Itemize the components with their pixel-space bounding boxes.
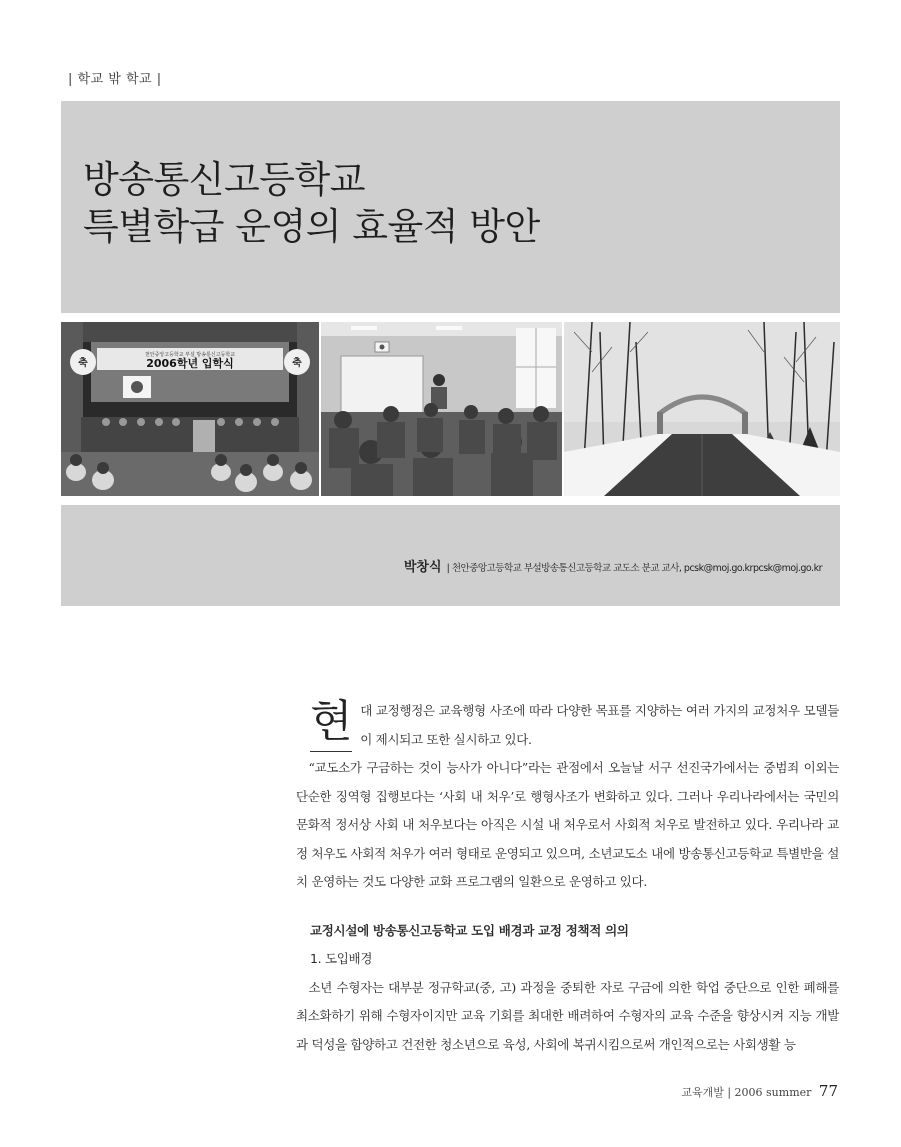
paragraph-3: 소년 수형자는 대부분 정규학교(중, 고) 과정을 중퇴한 자로 구금에 의한 학업 중단으로 인한 폐해를 최소화하기 위해 수형자이지만 교육 기회를 최대한 배려하여 수형자의 교육 수준을 향상시켜 지능 개발과 덕성을 함양하고 건전한 청소년으로 육성, 사회에 복귀시킴으로써 개인적으로는 사회생활 능 (296, 979, 839, 1052)
author-name: 박창식 (403, 560, 442, 575)
banner-main-text: 2006학년 입학식 (146, 357, 234, 370)
section-tag: | 학교 밖 학교 | (68, 72, 162, 87)
title-panel (61, 101, 840, 313)
paragraph-2: “교도소가 구금하는 것이 능사가 아니다”라는 관점에서 오늘날 서구 선진국가에서는 중범죄 이외는 단순한 징역형 집행보다는 ‘사회 내 처우’로 행형사조가 변화하고 있다. 그러나 우리나라에서는 국민의 문화적 정서상 사회 내 처우보다는 아직은 시설 내 처우로서 사회적 처우로 발전하고 있다. 우리나라 교정 처우도 사회적 처우가 여러 형태로 운영되고 있으며, 소년교도소 내에 방송통신고등학교 특별반을 설치 운영하는 것도 다양한 교화 프로그램의 일환으로 운영하고 있다. (296, 760, 839, 889)
author-affiliation: | 천안중앙고등학교 부설방송통신고등학교 교도소 분교 교사, pcsk@moj.go.krpcsk@moj.go.kr (446, 563, 822, 574)
photo-classroom (321, 322, 562, 496)
page-number: 77 (818, 1082, 838, 1100)
photo-strip (61, 322, 840, 496)
section-heading: 교정시설에 방송통신고등학교 도입 배경과 교정 정책적 의의 (310, 922, 629, 938)
banner-side-char-left: 축 (78, 358, 88, 369)
paragraph-1-text: 대 교정행정은 교육행형 사조에 따라 다양한 목표를 지양하는 여러 가지의 교정처우 모델들이 제시되고 또한 실시하고 있다. (360, 703, 839, 747)
journal-name: 교육개발 | 2006 summer (681, 1086, 812, 1099)
paragraph-intro (296, 697, 839, 754)
page-footer (681, 1082, 838, 1100)
byline (404, 556, 822, 575)
title-line-2: 특별학급 운영의 효율적 방안 (83, 205, 540, 248)
photo-entrance-ceremony (61, 322, 319, 496)
title-line-1: 방송통신고등학교 (83, 158, 365, 201)
drop-cap: 현 (310, 699, 352, 752)
photo-snowy-road (564, 322, 840, 496)
sub-heading: 1. 도입배경 (310, 951, 373, 966)
banner-small-text: 천안중앙고등학교 부설 방송통신고등학교 (144, 352, 236, 358)
article-title (83, 156, 540, 250)
byline-panel (61, 505, 840, 606)
article-body (296, 697, 839, 1059)
banner-side-char-right: 축 (292, 358, 302, 369)
